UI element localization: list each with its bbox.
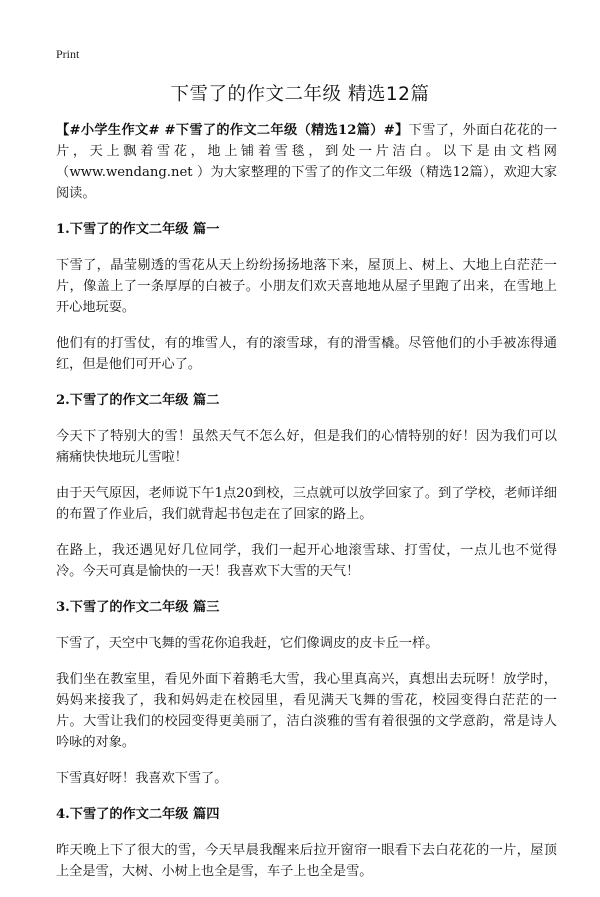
print-link[interactable]: Print xyxy=(56,47,80,61)
section-2-paragraph-1: 今天下了特别大的雪！虽然天气不怎么好，但是我们的心情特别的好！因为我们可以痛痛快快地玩儿雪啦！ xyxy=(56,429,557,465)
section-heading-4: 4.下雪了的作文二年级 篇四 xyxy=(56,807,220,822)
section-1-paragraph-1: 下雪了，晶莹剔透的雪花从天上纷纷扬扬地落下来，屋顶上、树上、大地上白茫茫一片，像盖上了一条厚厚的白被子。小朋友们欢天喜地地从屋子里跑了出来，在雪地上开心地玩耍。 xyxy=(56,258,557,315)
intro-paragraph xyxy=(56,120,557,204)
section-1-paragraph-2: 他们有的打雪仗，有的堆雪人，有的滚雪球，有的滑雪橇。尽管他们的小手被冻得通红，但是他们可开心了。 xyxy=(56,336,557,372)
section-heading-3: 3.下雪了的作文二年级 篇三 xyxy=(56,600,220,615)
section-2-paragraph-2: 由于天气原因，老师说下午1点20到校，三点就可以放学回家了。到了学校，老师详细的布置了作业后，我们就背起书包走在了回家的路上。 xyxy=(56,486,557,522)
section-4-paragraph-1: 昨天晚上下了很大的雪，今天早晨我醒来后拉开窗帘一眼看下去白花花的一片，屋顶上全是雪，大树、小树上也全是雪，车子上也全是雪。 xyxy=(56,843,557,879)
section-3-paragraph-3: 下雪真好呀！我喜欢下雪了。 xyxy=(56,771,228,786)
intro-text: 下雪了，外面白花花的一片，天上飘着雪花，地上铺着雪毯，到处一片洁白。以下是由文档网（www.wendang.net ）为大家整理的下雪了的作文二年级（精选12篇），欢迎大家阅读。 xyxy=(56,123,558,201)
page-title: 下雪了的作文二年级 精选12篇 xyxy=(170,84,430,105)
section-heading-2: 2.下雪了的作文二年级 篇二 xyxy=(56,393,220,408)
section-heading-1: 1.下雪了的作文二年级 篇一 xyxy=(56,222,220,237)
section-2-paragraph-3: 在路上，我还遇见好几位同学，我们一起开心地滚雪球、打雪仗，一点儿也不觉得冷。今天可真是愉快的一天！我喜欢下大雪的天气！ xyxy=(56,543,557,579)
intro-tag: 【#小学生作文# #下雪了的作文二年级（精选12篇）#】 xyxy=(56,123,409,138)
section-3-paragraph-1: 下雪了，天空中飞舞的雪花你追我赶，它们像调皮的皮卡丘一样。 xyxy=(56,636,439,651)
section-3-paragraph-2: 我们坐在教室里，看见外面下着鹅毛大雪，我心里真高兴，真想出去玩呀！放学时，妈妈来接我了，我和妈妈走在校园里，看见满天飞舞的雪花，校园变得白茫茫的一片。大雪让我们的校园变得更美丽了，洁白淡雅的雪有着很强的文学意韵，常是诗人吟咏的对象。 xyxy=(56,672,557,750)
article-body xyxy=(56,120,557,897)
